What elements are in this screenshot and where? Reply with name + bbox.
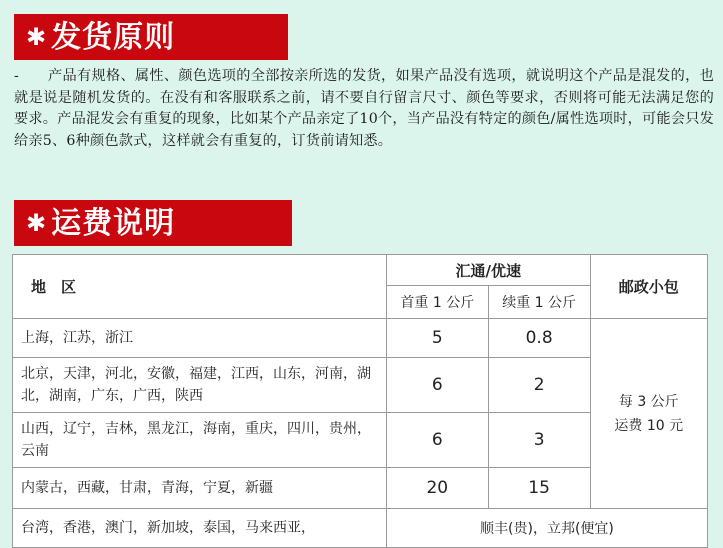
header-region: 地 区 (13, 255, 387, 319)
first-weight-cell: 6 (386, 358, 488, 413)
star-icon: ✱ (26, 209, 48, 237)
courier-note-cell: 顺丰(贵)，立邦(便宜) (386, 509, 707, 548)
first-weight-cell: 6 (386, 413, 488, 468)
shipping-principle-text: - 产品有规格、属性、颜色选项的全部按亲所选的发货，如果产品没有选项，就说明这个产品是混发的，也就是说是随机发货的。在没有和客服联系之前，请不要自行留言尺寸、颜色等要求，否则将可能无法满足您的要求。产品混发会有重复的现象，比如某个产品亲定了10个，当产品没有特定的颜色/属性选项时，可能会只发给亲5、6种颜色款式，这样就会有重复的，订货前请知悉。 (14, 68, 714, 149)
extra-weight-cell: 0.8 (488, 319, 590, 358)
extra-weight-cell: 3 (488, 413, 590, 468)
freight-banner (14, 200, 292, 246)
star-icon: ✱ (26, 23, 48, 51)
header-extra-weight: 续重 1 公斤 (488, 286, 590, 319)
post-fee-line2: 运费 10 元 (614, 417, 684, 434)
header-first-weight: 首重 1 公斤 (386, 286, 488, 319)
first-weight-cell: 20 (386, 468, 488, 509)
extra-weight-cell: 15 (488, 468, 590, 509)
table-row (13, 509, 708, 548)
region-cell: 内蒙古，西藏，甘肃，青海，宁夏，新疆 (13, 468, 387, 509)
post-fee-line1: 每 3 公斤 (618, 393, 679, 410)
shipping-principle-banner (14, 14, 288, 60)
header-express: 汇通/优速 (386, 255, 590, 286)
region-cell: 山西，辽宁，吉林，黑龙江，海南，重庆，四川，贵州，云南 (13, 413, 387, 468)
header-post: 邮政小包 (590, 255, 707, 319)
first-weight-cell: 5 (386, 319, 488, 358)
region-cell: 上海，江苏，浙江 (13, 319, 387, 358)
freight-table (12, 254, 708, 548)
table-row (13, 319, 708, 358)
shipping-principle-title: 发货原则 (51, 20, 176, 55)
extra-weight-cell: 2 (488, 358, 590, 413)
freight-title: 运费说明 (51, 206, 176, 241)
region-cell: 北京，天津，河北，安徽，福建，江西，山东，河南，湖北，湖南，广东，广西，陕西 (13, 358, 387, 413)
region-cell: 台湾，香港，澳门，新加坡，泰国，马来西亚， (13, 509, 387, 548)
post-fee-cell (590, 319, 707, 509)
